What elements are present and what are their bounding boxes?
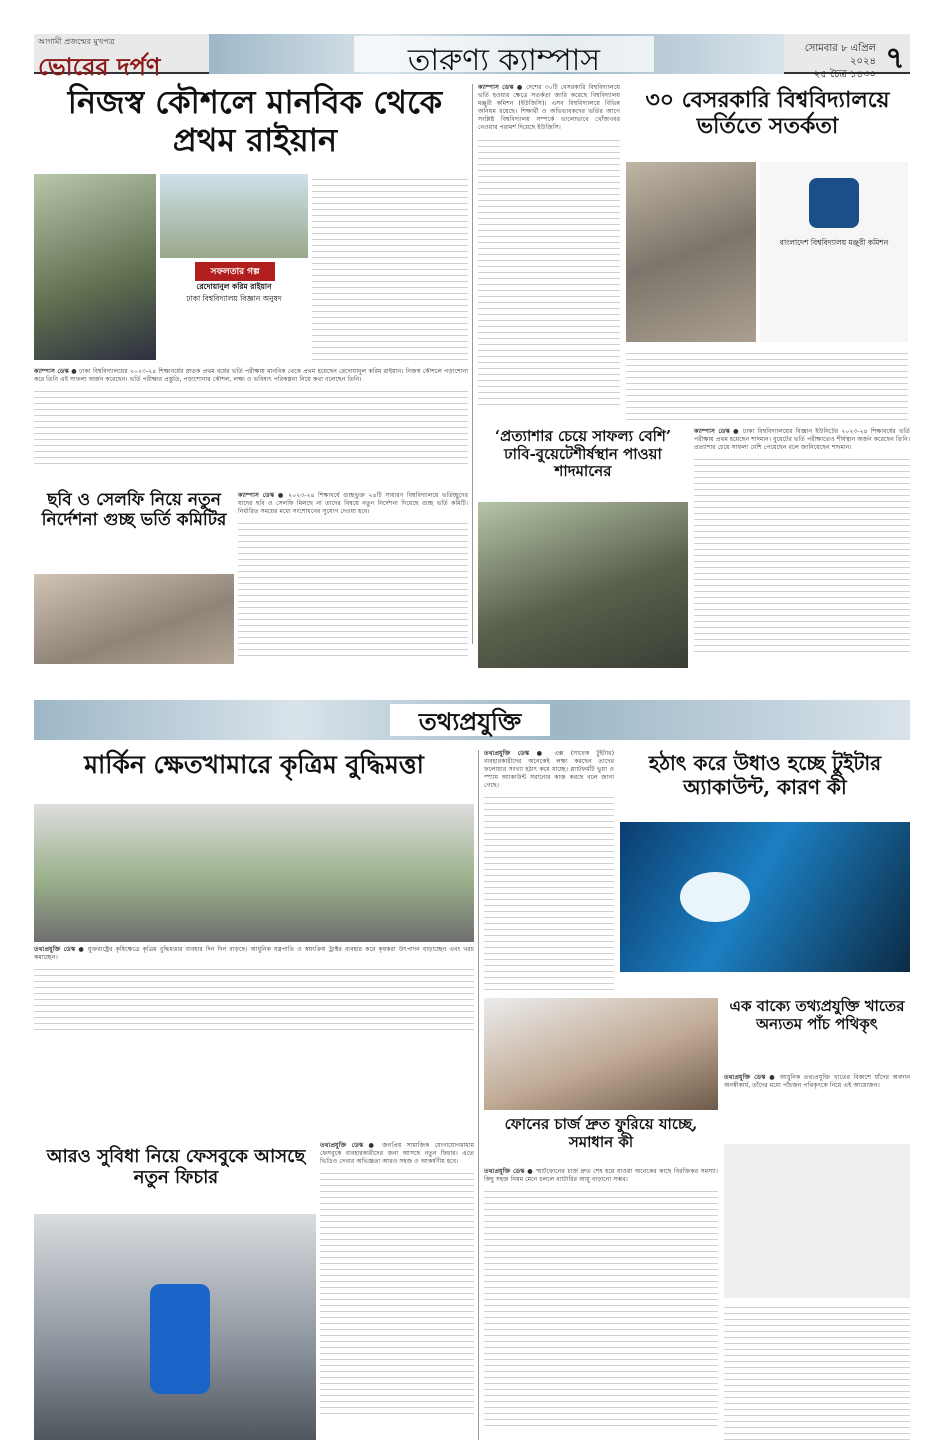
story4-more-text [694,454,910,654]
story4-byline: ক্যাম্পাস ডেস্ক ● [694,428,740,435]
story8-photo [484,998,718,1110]
tech-section-label: তথ্যপ্রযুক্তি [390,704,550,736]
story5-photo [34,804,474,942]
divider [478,750,479,1440]
story1-affiliation: ঢাকা বিশ্ববিদ্যালয় বিজ্ঞান অনুষদ [186,294,282,303]
story5-byline: তথ্যপ্রযুক্তি ডেস্ক ● [34,946,85,953]
brand-logo: ভোরের দর্পণ [38,52,161,81]
story8-byline: তথ্যপ্রযুক্তি ডেস্ক ● [484,1168,534,1175]
story7-text: আধুনিক তথ্যপ্রযুক্তি খাতের বিকাশে যাঁদের অবদান অনস্বীকার্য, তাঁদের মধ্যে পাঁচজন পথিকৃৎকে নিয়ে এই আয়োজন। [724,1074,911,1090]
story7-more-text [724,1302,910,1440]
story1-name: রেদোয়ানুল করিম রাইয়ান [196,282,272,291]
story1-body [34,368,468,480]
story2-body-left [478,84,620,394]
story3-text: ২০২৩-২৪ শিক্ষাবর্ষে গুচ্ছভুক্ত ২৪টি সাধারণ বিশ্ববিদ্যালয়ে ভর্তিচ্ছুদের যাদের ছবি ও সেলফি মিলছে না তাদের বিষয়ে নতুন নির্দেশনা দিয়েছে গুচ্ছ ভর্তি কমিটি। নির্ধারিত সময়ের মধ্যে সংশোধনের সুযোগ দেওয়া হবে। [238,492,469,516]
masthead [34,34,910,81]
story1-text: ঢাকা বিশ্ববিদ্যালয়ের ২০২৩-২৪ শিক্ষাবর্ষের স্নাতক প্রথম বর্ষের ভর্তি পরীক্ষায় মানবিক থেকে প্রথম হয়েছেন রেদোয়ানুল করিম রাইয়ান। নিজস্ব কৌশলে পড়াশোনা করে তিনি এই সাফল্য অর্জন করেছেন। ভর্তি পরীক্ষার প্রস্তুতি, পড়াশোনার কৌশল, লক্ষ্য ও ভবিষ্যৎ পরিকল্পনা নিয়ে কথা বলেছেন তিনি। [34,368,469,384]
story1-photo [34,174,156,360]
story1-campus-image [160,174,308,258]
story6-byline: তথ্যপ্রযুক্তি ডেস্ক ● [484,750,548,757]
story7-books-image [724,1144,910,1298]
story6-headline: হঠাৎ করে উধাও হচ্ছে টুইটার অ্যাকাউন্ট, কারণ কী [648,751,882,799]
story5-text: যুক্তরাষ্ট্রের কৃষিক্ষেত্রে কৃত্রিম বুদ্ধিমত্তার ব্যবহার দিন দিন বাড়ছে। আধুনিক যন্ত্রপাতি ও স্বয়ংক্রিয় ট্রাক্টর ব্যবহার করে কৃষকরা উৎপাদন বাড়াচ্ছেন এবং খরচ কমাচ্ছেন। [34,946,474,962]
story7-body [724,1074,910,1140]
story9-more-text [320,1168,474,1418]
story2-body-bottom [626,348,908,420]
story2-byline: ক্যাম্পাস ডেস্ক ● [478,84,524,91]
story8-body [484,1168,718,1440]
story7-byline: তথ্যপ্রযুক্তি ডেস্ক ● [724,1074,777,1081]
story6-more-text [484,792,614,992]
story3-body [238,492,468,664]
story1-badge: সফলতার গল্প [195,262,275,281]
ugc-logo-text: বাংলাদেশ বিশ্ববিদ্যালয় মঞ্জুরী কমিশন [779,238,889,247]
story9-facebook-photo [34,1214,316,1440]
brand-block [38,36,188,81]
story8-headline: ফোনের চার্জ দ্রুত ফুরিয়ে যাচ্ছে, সমাধান কী [504,1115,698,1151]
story1-headline: নিজস্ব কৌশলে মানবিক থেকে প্রথম রাইয়ান [67,83,443,159]
story1-more-text [34,386,468,466]
story7-headline: এক বাক্যে তথ্যপ্রযুক্তি খাতের অন্যতম পাঁচ পথিকৃৎ [729,997,905,1033]
section-title: তারুণ্য ক্যাম্পাস [354,36,654,72]
story3-more-text [238,518,468,658]
date-gregorian: সোমবার ৮ এপ্রিল ২০২৪ [804,43,876,67]
story3-exam-photo [34,574,234,664]
story5-headline: মার্কিন ক্ষেতখামারে কৃত্রিম বুদ্ধিমত্তা [84,750,424,779]
story9-body [320,1142,474,1440]
story2-more-text [478,135,620,405]
story2-ugc-logo [760,162,908,342]
story5-body [34,946,474,1036]
date-bengali: ২৫ চৈত্র ১৪৩০ [813,69,876,80]
story6-body [484,750,614,990]
story9-headline: আরও সুবিধা নিয়ে ফেসবুকে আসছে নতুন ফিচার [46,1146,306,1189]
story9-text: জনপ্রিয় সামাজিক যোগাযোগমাধ্যম ফেসবুকে ব্যবহারকারীদের জন্য আসছে নতুন ফিচার। এতে ভিডিও দেখার অভিজ্ঞতা আরও সহজ ও আকর্ষণীয় হবে। [320,1142,475,1166]
brand-tagline: আগামী প্রজন্মের মুখপত্র [38,37,115,46]
twitter-bird-icon [680,872,750,922]
story5-more-text [34,964,474,1030]
story2-exam-photo [626,162,756,342]
story8-text: স্মার্টফোনের চার্জ দ্রুত শেষ হয়ে যাওয়া অনেকের কাছে বিরক্তিকর সমস্যা। কিছু সহজ নিয়ম মেনে চললে ব্যাটারির আয়ু বাড়ানো সম্ভব। [484,1168,719,1184]
story4-photo [478,502,688,668]
dateline [786,42,876,80]
story1-side-column [312,174,468,364]
divider [472,84,473,644]
story9-byline: তথ্যপ্রযুক্তি ডেস্ক ● [320,1142,378,1149]
story3-byline: ক্যাম্পাস ডেস্ক ● [238,492,285,499]
ugc-logo-icon [809,178,859,228]
story2-headline: ৩০ বেসরকারি বিশ্ববিদ্যালয়ে ভর্তিতে সতর্কতা [645,87,890,139]
story4-headline: ‘প্রত্যাশার চেয়ে সাফল্য বেশি’ ঢাবি-বুয়েটেশীর্ষস্থান পাওয়া শাদমানের [494,427,672,481]
story6-twitter-photo [620,822,910,972]
page-number: ৭ [885,41,905,76]
story1-byline: ক্যাম্পাস ডেস্ক ● [34,368,77,375]
story3-headline: ছবি ও সেলফি নিয়ে নতুন নির্দেশনা গুচ্ছ ভর্তি কমিটির [41,490,227,531]
story2-text: দেশের ৩০টি বেসরকারি বিশ্ববিদ্যালয়ে ভর্তি হওয়ার ক্ষেত্রে সতর্কতা জারি করেছে বিশ্ববিদ্যালয় মঞ্জুরী কমিশন (ইউজিসি)। এসব বিশ্ববিদ্যালয়ে বিভিন্ন অনিয়ম রয়েছে। শিক্ষার্থী ও অভিভাবকদের ভর্তির আগে সংশ্লিষ্ট বিশ্ববিদ্যালয় সম্পর্কে ভালোভাবে খোঁজখবর নেওয়ার পরামর্শ দিয়েছে ইউজিসি। [478,84,621,132]
story6-text: এক্স (সাবেক টুইটার) ব্যবহারকারীদের অনেকেই লক্ষ্য করছেন তাদের ফলোয়ার সংখ্যা হঠাৎ কমে যাচ্ছে। প্ল্যাটফর্মটি ভুয়া ও স্প্যাম অ্যাকাউন্ট সরানোর কাজ করছে বলে জানা গেছে। [484,750,614,790]
facebook-logo-icon [150,1284,210,1394]
story8-more-text [484,1186,718,1426]
story4-text: ঢাকা বিশ্ববিদ্যালয়ের বিজ্ঞান ইউনিটের ২০২৩-২৪ শিক্ষাবর্ষের ভর্তি পরীক্ষায় প্রথম হয়েছেন শাদমান। বুয়েটের ভর্তি পরীক্ষাতেও শীর্ষস্থান অর্জন করেছেন তিনি। প্রত্যাশার চেয়ে সাফল্য বেশি পেয়েছেন বলে জানিয়েছেন শাদমান। [694,428,911,452]
story4-body [694,428,910,668]
